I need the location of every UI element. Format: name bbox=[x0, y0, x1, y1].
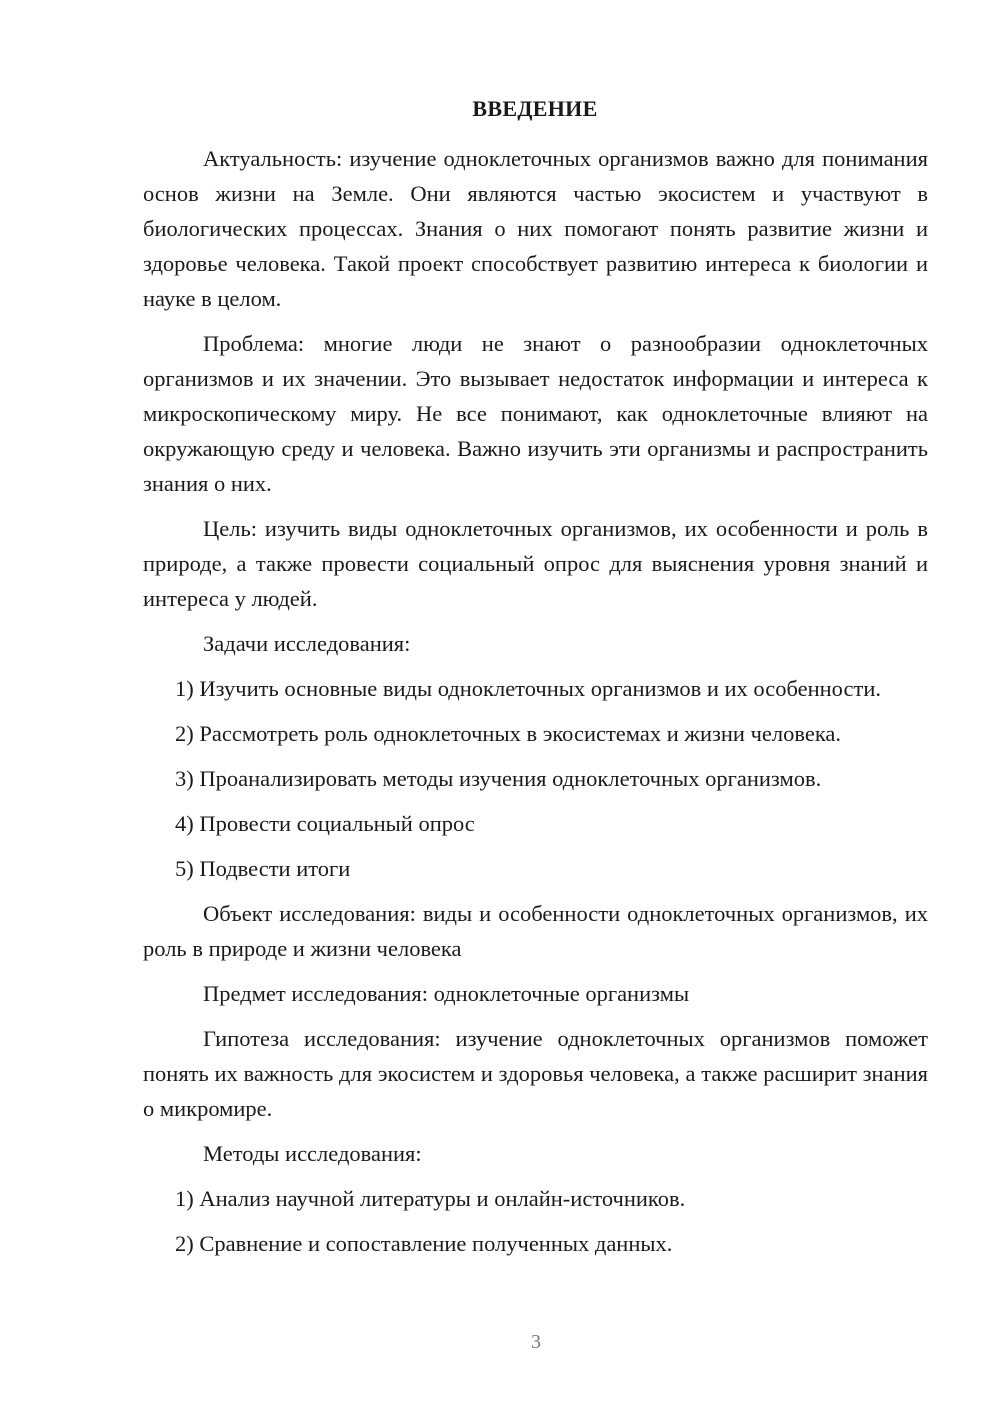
goal-paragraph: Цель: изучить виды одноклеточных организмов, их особенности и роль в природе, а также провести социальный опрос для выяснения уровня знаний и интереса у людей. bbox=[143, 516, 928, 611]
list-item: 2) Рассмотреть роль одноклеточных в экосистемах и жизни человека. bbox=[175, 721, 842, 746]
object-paragraph: Объект исследования: виды и особенности одноклеточных организмов, их роль в природе и жизни человека bbox=[143, 901, 928, 961]
tasks-heading: Задачи исследования: bbox=[203, 631, 411, 656]
subject-paragraph: Предмет исследования: одноклеточные организмы bbox=[203, 981, 690, 1006]
hypothesis-paragraph: Гипотеза исследования: изучение одноклеточных организмов поможет понять их важность для экосистем и здоровья человека, а также расширит знания о микромире. bbox=[143, 1026, 928, 1121]
tasks-list bbox=[143, 671, 928, 886]
list-item: 1) Анализ научной литературы и онлайн-источников. bbox=[175, 1186, 686, 1211]
problem-paragraph: Проблема: многие люди не знают о разнообразии одноклеточных организмов и их значении. Это вызывает недостаток информации и интереса к микроскопическому миру. Не все понимают, как одноклеточные влияют на окружающую среду и человека. Важно изучить эти организмы и распространить знания о них. bbox=[143, 331, 928, 496]
list-item: 4) Провести социальный опрос bbox=[175, 811, 475, 836]
document-body bbox=[143, 141, 928, 1271]
methods-list bbox=[143, 1181, 928, 1261]
list-item: 5) Подвести итоги bbox=[175, 856, 351, 881]
list-item: 3) Проанализировать методы изучения одноклеточных организмов. bbox=[175, 766, 822, 791]
page-number: 3 bbox=[531, 1331, 541, 1353]
list-item: 2) Сравнение и сопоставление полученных данных. bbox=[175, 1231, 673, 1256]
methods-heading: Методы исследования: bbox=[203, 1141, 422, 1166]
relevance-paragraph: Актуальность: изучение одноклеточных организмов важно для понимания основ жизни на Земле. Они являются частью экосистем и участвуют в биологических процессах. Знания о них помогают понять развитие жизни и здоровье человека. Такой проект способствует развитию интереса к биологии и науке в целом. bbox=[143, 146, 928, 311]
page-title: ВВЕДЕНИЕ bbox=[472, 96, 598, 121]
list-item: 1) Изучить основные виды одноклеточных организмов и их особенности. bbox=[175, 676, 881, 701]
